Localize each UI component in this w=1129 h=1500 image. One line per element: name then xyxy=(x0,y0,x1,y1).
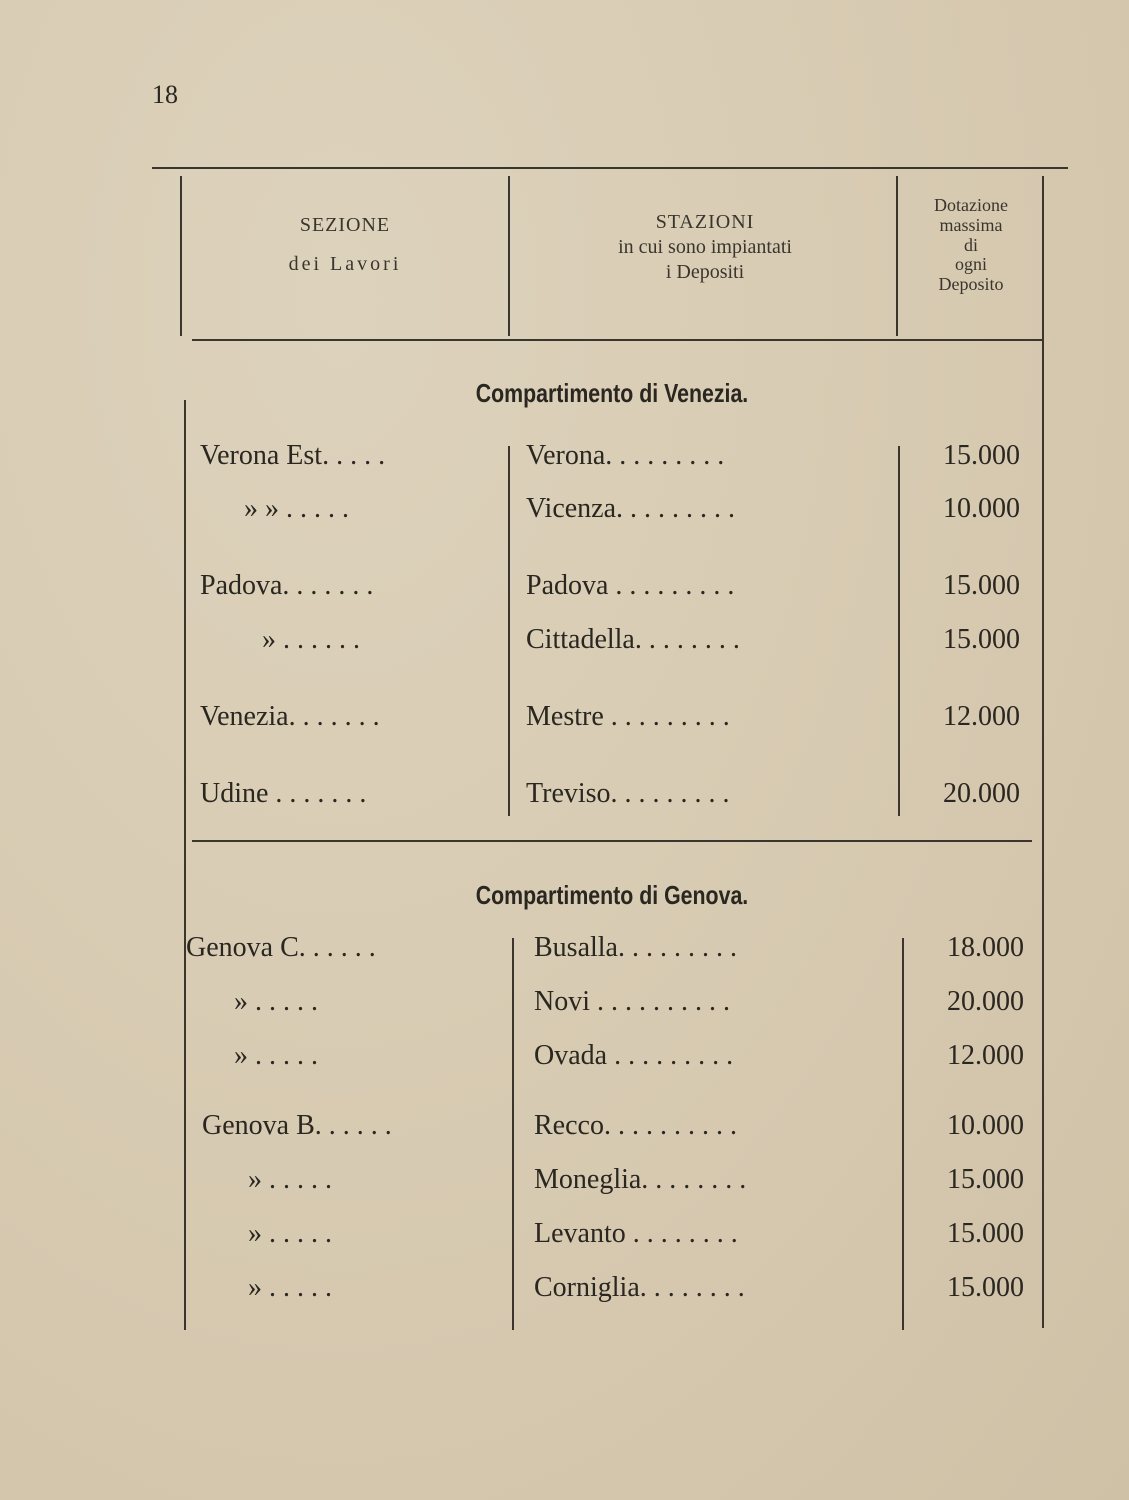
cell-stazione: Verona. . . . . . . . . xyxy=(526,440,725,471)
header-sezione xyxy=(184,213,506,277)
cell-dotazione: 12.000 xyxy=(943,701,1020,732)
cell-sezione: » . . . . . xyxy=(248,1218,332,1249)
header-dotazione xyxy=(900,196,1042,295)
cell-dotazione: 15.000 xyxy=(943,624,1020,655)
table-left-border-lower xyxy=(184,400,186,1330)
header-stazioni xyxy=(512,210,898,285)
cell-dotazione: 15.000 xyxy=(947,1218,1024,1249)
header-stazioni-line-1: STAZIONI xyxy=(655,211,755,233)
header-dotazione-line-1: Dotazione xyxy=(934,195,1008,215)
table-left-border xyxy=(180,176,182,336)
cell-sezione: » . . . . . xyxy=(248,1272,332,1303)
cell-stazione: Mestre . . . . . . . . . xyxy=(526,701,730,732)
cell-dotazione: 20.000 xyxy=(947,986,1024,1017)
cell-dotazione: 10.000 xyxy=(947,1110,1024,1141)
cell-stazione: Novi . . . . . . . . . . xyxy=(534,986,730,1017)
header-dotazione-line-4: ogni xyxy=(954,254,987,275)
cell-sezione: Genova B. . . . . . xyxy=(202,1110,392,1141)
cell-sezione: Padova. . . . . . . xyxy=(200,570,374,601)
section-divider-rule xyxy=(192,840,1032,842)
cell-stazione: Moneglia. . . . . . . . xyxy=(534,1164,747,1195)
cell-stazione: Padova . . . . . . . . . xyxy=(526,570,735,601)
cell-dotazione: 15.000 xyxy=(947,1272,1024,1303)
cell-dotazione: 12.000 xyxy=(947,1040,1024,1071)
cell-stazione: Vicenza. . . . . . . . . xyxy=(526,493,736,524)
table-right-border xyxy=(1042,176,1044,1328)
header-stazioni-line-3: i Depositi xyxy=(665,261,745,283)
page-number: 18 xyxy=(152,80,178,109)
cell-stazione: Recco. . . . . . . . . . xyxy=(534,1110,737,1141)
cell-stazione: Levanto . . . . . . . . xyxy=(534,1218,738,1249)
cell-dotazione: 10.000 xyxy=(943,493,1020,524)
cell-stazione: Treviso. . . . . . . . . xyxy=(526,778,730,809)
cell-sezione: Genova C. . . . . . xyxy=(186,932,376,963)
cell-stazione: Ovada . . . . . . . . . xyxy=(534,1040,734,1071)
cell-stazione: Busalla. . . . . . . . . xyxy=(534,932,737,963)
cell-sezione: » . . . . . xyxy=(234,1040,318,1071)
cell-dotazione: 20.000 xyxy=(943,778,1020,809)
cell-dotazione: 15.000 xyxy=(947,1164,1024,1195)
cell-sezione: » » . . . . . xyxy=(244,493,349,524)
column-divider-1-header xyxy=(508,176,510,336)
cell-sezione: Verona Est. . . . . xyxy=(200,440,386,471)
cell-sezione: Udine . . . . . . . xyxy=(200,778,367,809)
section-title-venezia: Compartimento di Venezia. xyxy=(475,378,749,408)
cell-sezione: » . . . . . xyxy=(234,986,318,1017)
header-dotazione-line-2: massima xyxy=(939,214,1003,235)
cell-dotazione: 15.000 xyxy=(943,440,1020,471)
cell-dotazione: 18.000 xyxy=(947,932,1024,963)
table-top-rule xyxy=(152,167,1068,169)
cell-sezione: » . . . . . . xyxy=(262,624,360,655)
cell-stazione: Corniglia. . . . . . . . xyxy=(534,1272,745,1303)
cell-sezione: Venezia. . . . . . . xyxy=(200,701,380,732)
cell-stazione: Cittadella. . . . . . . . xyxy=(526,624,740,655)
header-dotazione-line-3: di xyxy=(963,234,978,255)
cell-sezione: » . . . . . xyxy=(248,1164,332,1195)
cell-dotazione: 15.000 xyxy=(943,570,1020,601)
header-sezione-subtitle: dei Lavori xyxy=(288,253,402,275)
header-sezione-title: SEZIONE xyxy=(299,214,391,236)
header-stazioni-line-2: in cui sono impiantati xyxy=(618,236,792,258)
table-header-rule xyxy=(192,339,1042,341)
header-dotazione-line-5: Deposito xyxy=(938,274,1004,295)
section-title-genova: Compartimento di Genova. xyxy=(475,880,749,910)
